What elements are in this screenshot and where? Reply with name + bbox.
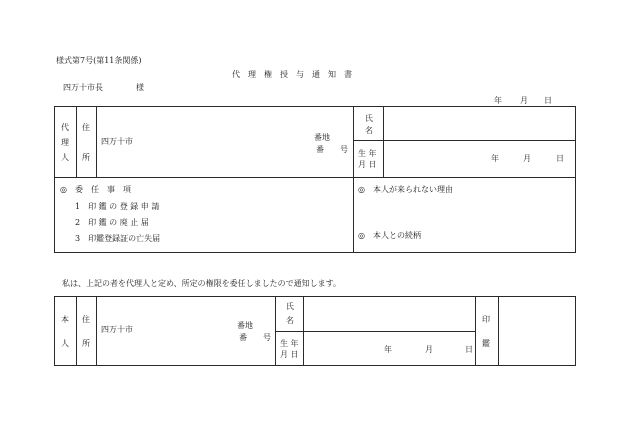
principal-gou: 号 — [263, 333, 271, 342]
agent-table — [54, 106, 576, 253]
principal-ban: 番 — [239, 333, 247, 342]
principal-birth-year: 年 — [384, 345, 392, 354]
agent-side-label-2: 理 — [61, 138, 69, 147]
principal-address-label-2: 所 — [82, 339, 90, 348]
delegation-item-1: 1 印 鑑 の 登 録 申 請 — [75, 202, 160, 211]
delegation-item-3: 3 印鑑登録証の亡失届 — [75, 234, 161, 243]
agent-name-label-2: 名 — [365, 126, 373, 135]
principal-birth-label-1: 生 年 — [280, 339, 299, 348]
agent-city: 四万十市 — [101, 137, 133, 146]
agent-birth-day: 日 — [556, 154, 564, 163]
agent-birth-label-2: 月 日 — [358, 160, 377, 169]
agent-side-label-3: 人 — [61, 153, 69, 162]
principal-birth-label-2: 月 日 — [280, 350, 299, 359]
addressee-mayor: 四万十市長 — [63, 83, 103, 92]
form-number: 様式第7号(第11条関係) — [56, 56, 142, 65]
principal-seal-label-2: 鑑 — [482, 339, 490, 348]
agent-address-label-2: 所 — [82, 153, 90, 162]
delegation-item-2: 2 印 鑑 の 廃 止 届 — [75, 218, 149, 227]
principal-address-label-1: 住 — [82, 315, 90, 324]
delegation-heading: ◎ 委 任 事 項 — [60, 185, 131, 194]
agent-birth-label-1: 生 年 — [358, 149, 377, 158]
agent-name-label-1: 氏 — [365, 114, 373, 123]
agent-gou: 号 — [340, 145, 348, 154]
date-year: 年 — [494, 96, 502, 105]
agent-address-label-1: 住 — [82, 123, 90, 132]
reason-label: ◎ 本人が来られない理由 — [358, 185, 453, 194]
agent-table-divider — [54, 177, 576, 178]
principal-city: 四万十市 — [101, 325, 133, 334]
principal-birth-month: 月 — [425, 345, 433, 354]
agent-banchi: 番地 — [314, 133, 330, 142]
principal-name-label-1: 氏 — [286, 302, 294, 311]
date-day: 日 — [544, 96, 552, 105]
addressee-honorific: 様 — [136, 83, 144, 92]
relation-label: ◎ 本人との続柄 — [358, 231, 421, 240]
agent-side-label-1: 代 — [61, 123, 69, 132]
page-title: 代 理 権 授 与 通 知 書 — [232, 70, 352, 79]
principal-banchi: 番地 — [237, 321, 253, 330]
principal-side-label-1: 本 — [61, 315, 69, 324]
agent-birth-year: 年 — [491, 154, 499, 163]
principal-name-label-2: 名 — [286, 316, 294, 325]
agent-birth-month: 月 — [523, 154, 531, 163]
date-month: 月 — [520, 96, 528, 105]
principal-side-label-2: 人 — [61, 339, 69, 348]
principal-birth-day: 日 — [465, 345, 473, 354]
principal-seal-label-1: 印 — [482, 315, 490, 324]
agent-ban: 番 — [316, 145, 324, 154]
statement: 私は、上記の者を代理人と定め、所定の権限を委任しましたので通知します。 — [62, 279, 342, 288]
